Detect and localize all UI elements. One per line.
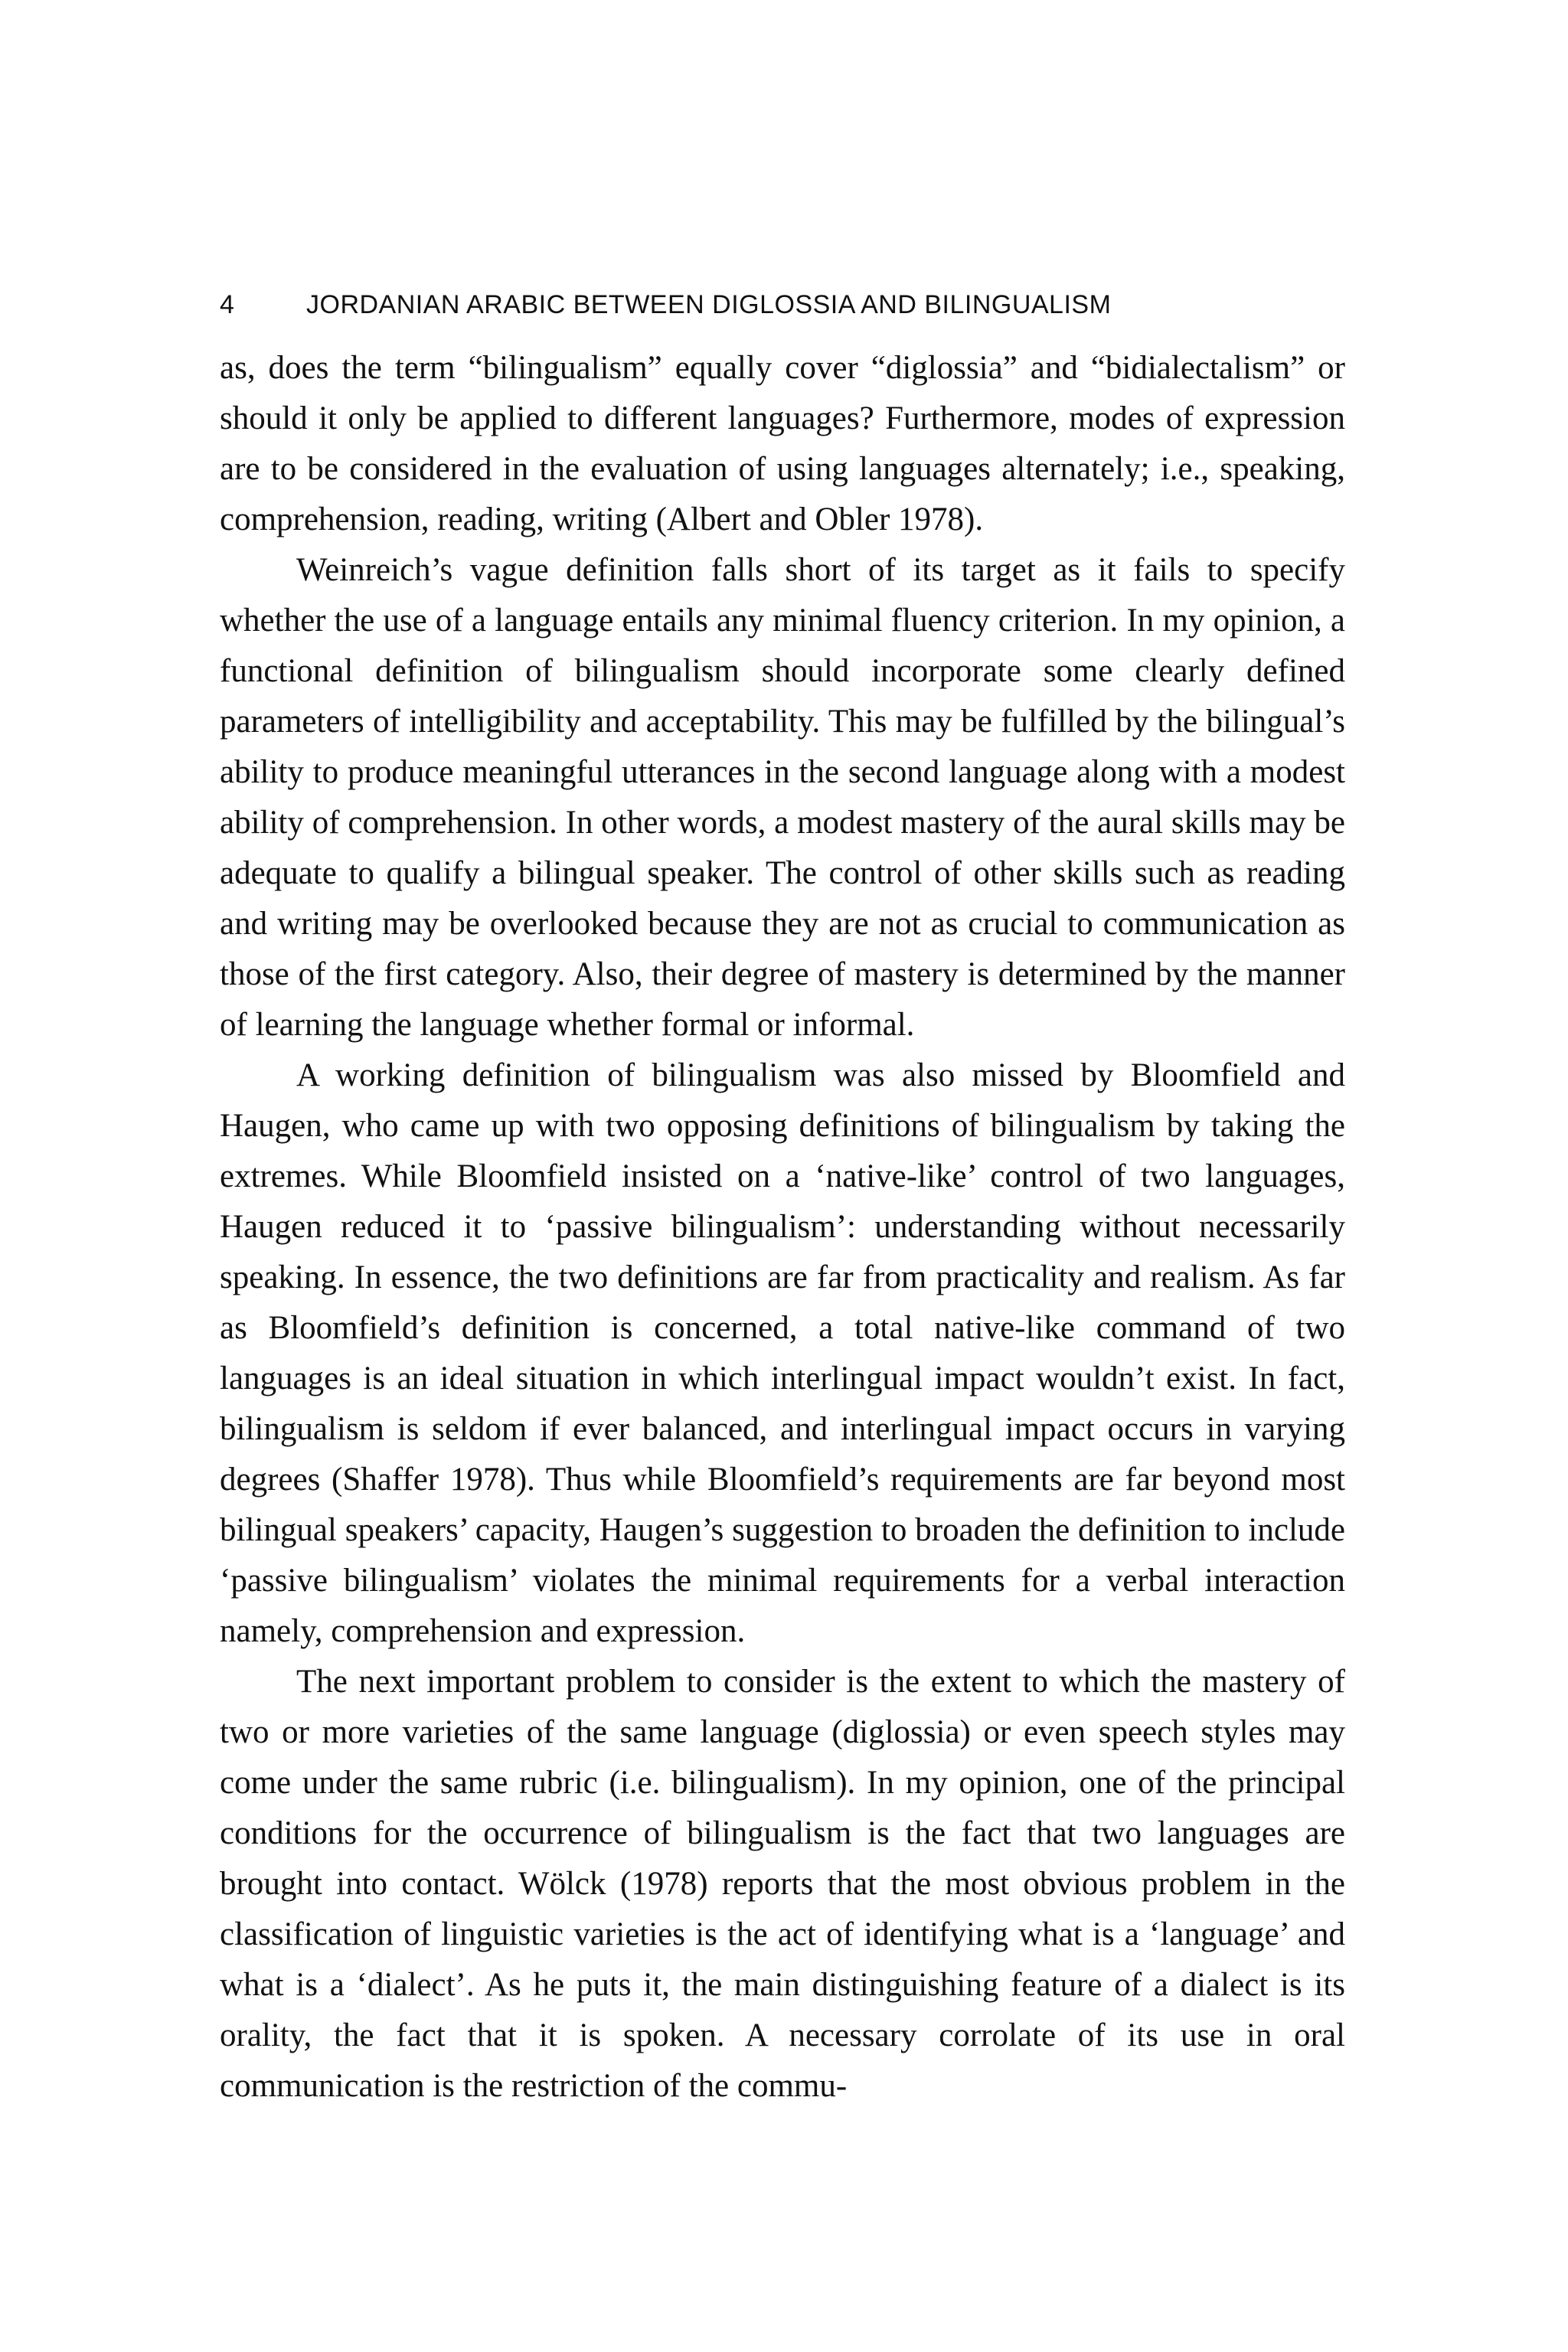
paragraph-continuation: as, does the term “bilingualism” equally cover “diglossia” and “bidialectalism” or should it only be applied to different languages? Furthermore, modes of expression are to be considered in the evaluation of using languages alternately; i.e., speaking, comprehension, reading, writing (Albert and Obler 1978). <box>220 350 1345 537</box>
paragraph-diglossia-problem: The next important problem to consider is the extent to which the mastery of two or more varieties of the same language (diglossia) or even speech styles may come under the same rubric (i.e. bilingualism). In my opinion, one of the principal conditions for the occurrence of bilingualism is the fact that two languages are brought into contact. Wölck (1978) reports that the most obvious problem in the classification of linguistic varieties is the act of identifying what is a ‘language’ and what is a ‘dialect’. As he puts it, the main distinguishing feature of a dialect is its orality, the fact that it is spoken. A necessary corrolate of its use in oral communication is the restriction of the commu- <box>220 1664 1345 2104</box>
body-text <box>220 343 1345 2112</box>
paragraph-bloomfield-haugen: A working definition of bilingualism was also missed by Bloomfield and Haugen, who came up with two opposing definitions of bilingualism by taking the extremes. While Bloomfield insisted on a ‘native-like’ control of two languages, Haugen reduced it to ‘passive bilingualism’: understanding without necessarily speaking. In essence, the two definitions are far from practicality and realism. As far as Bloomfield’s definition is concerned, a total native-like command of two languages is an ideal situation in which interlingual impact wouldn’t exist. In fact, bilingualism is seldom if ever balanced, and interlingual impact occurs in varying degrees (Shaffer 1978). Thus while Bloomfield’s requirements are far beyond most bilingual speakers’ capacity, Haugen’s suggestion to broaden the definition to include ‘passive bilingualism’ violates the minimal requirements for a verbal interaction namely, comprehension and expression. <box>220 1057 1345 1649</box>
page-header <box>220 282 1345 328</box>
running-head: JORDANIAN ARABIC BETWEEN DIGLOSSIA AND BILINGUALISM <box>306 290 1112 319</box>
page-number: 4 <box>220 290 235 319</box>
paragraph-weinreich-definition: Weinreich’s vague definition falls short of its target as it fails to specify whether the use of a language entails any minimal fluency criterion. In my opinion, a functional definition of bilingualism should incorporate some clearly defined parameters of intelligibility and acceptability. This may be fulfilled by the bilingual’s ability to produce meaningful utterances in the second language along with a modest ability of comprehension. In other words, a modest mastery of the aural skills may be adequate to qualify a bilingual speaker. The control of other skills such as reading and writing may be overlooked because they are not as crucial to communication as those of the first category. Also, their degree of mastery is determined by the manner of learning the language whether formal or informal. <box>220 552 1345 1043</box>
